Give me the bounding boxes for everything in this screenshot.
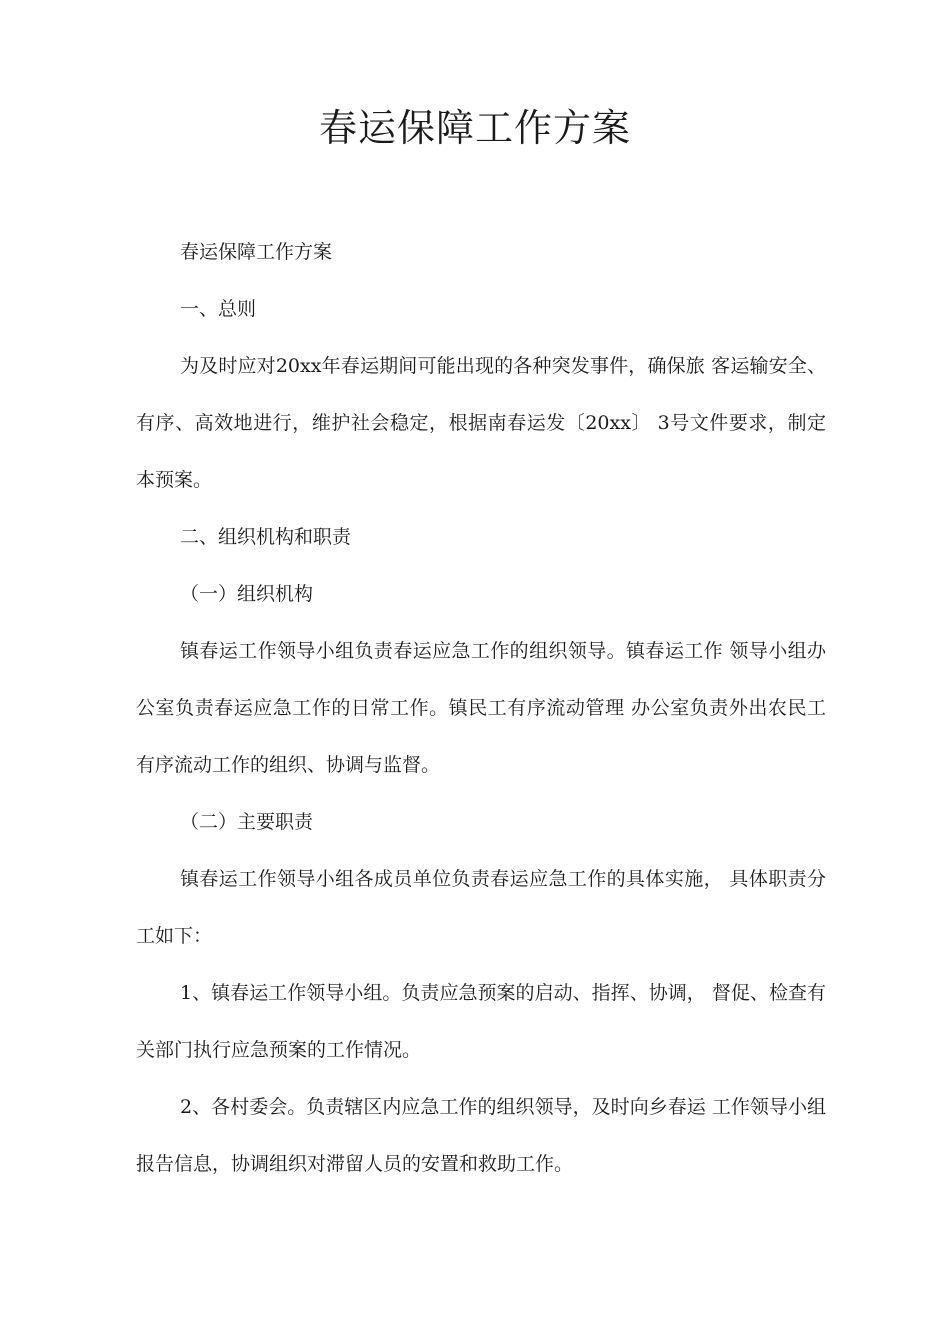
section-heading-general: 一、总则 [180, 298, 257, 320]
paragraph-purpose: 为及时应对20xx年春运期间可能出现的各种突发事件，确保旅 客运输安全、有序、高效地进行，维护社会稳定，根据南春运发〔20xx〕 3号文件要求，制定本预案。 [136, 355, 826, 491]
document-title: 春运保障工作方案 [318, 106, 631, 150]
document-body [136, 224, 826, 1193]
subsection-heading-structure: （一）组织机构 [180, 583, 314, 605]
list-item-leading-group: 1、镇春运工作领导小组。负责应急预案的启动、指挥、协调， 督促、检查有关部门执行应急预案的工作情况。 [136, 982, 826, 1061]
list-item-village-committees: 2、各村委会。负责辖区内应急工作的组织领导，及时向乡春运 工作领导小组报告信息，协调组织对滞留人员的安置和救助工作。 [136, 1096, 826, 1175]
paragraph-duties-intro: 镇春运工作领导小组各成员单位负责春运应急工作的具体实施， 具体职责分工如下： [136, 868, 826, 947]
paragraph-structure: 镇春运工作领导小组负责春运应急工作的组织领导。镇春运工作 领导小组办公室负责春运应急工作的日常工作。镇民工有序流动管理 办公室负责外出农民工有序流动工作的组织、协调与监督。 [136, 640, 826, 776]
section-heading-organization: 二、组织机构和职责 [180, 526, 352, 548]
subsection-heading-duties: （二）主要职责 [180, 811, 314, 833]
paragraph-subtitle: 春运保障工作方案 [180, 241, 333, 263]
